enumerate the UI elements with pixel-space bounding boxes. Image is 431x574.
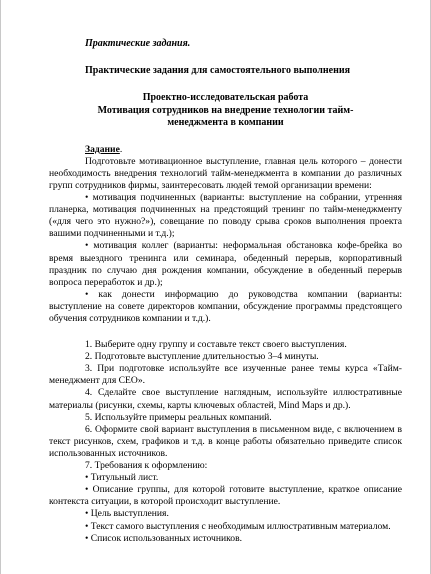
step-item: 5. Используйте примеры реальных компаний. [85,411,272,423]
requirement-item: • Описание группы, для которой готовите выступление, краткое описание контекста ситуации, в которой происходит выступление. [49,484,402,508]
project-heading [49,92,402,130]
step-item: 4. Сделайте свое выступление наглядным, используйте иллюстративные материалы (рисунки, схемы, карты ключевых областей, Mind Maps и др.). [49,387,402,411]
step-item: 7. Требования к оформлению: [85,460,208,472]
document-content [49,38,402,545]
requirement-item: • Титульный лист. [85,472,159,484]
project-heading-line-3: менеджмента в компании [167,117,284,129]
bullet-item: • мотивация коллег (варианты: неформальная обстановка кофе-брейка во время выездного тренинга или семинара, обеденный перерыв, корпоративный праздник по случаю дня рождения компании, обсуждение в обеденный перерыв вопроса переработок и др.); [49,240,402,288]
task-label: Задание [85,143,120,155]
step-item: 6. Оформите свой вариант выступления в письменном виде, с включением в текст рисунков, схем, графиков и т.д. в конце работы обязательно приведите список использованных источников. [49,423,402,459]
task-label-line: Задание. [85,143,123,155]
task-intro: Подготовьте мотивационное выступление, главная цель которого – донести необходимость внедрения технологий тайм-менеджмента в компании до различных групп сотрудников фирмы, заинтересовать людей темой организации времени: [49,155,402,191]
project-heading-line-2: Мотивация сотрудников на внедрение технологии тайм- [97,104,354,116]
requirement-item: • Текст самого выступления с необходимым иллюстративным материалом. [85,520,391,532]
step-item: 2. Подготовьте выступление длительностью 3–4 минуты. [85,351,319,363]
bullet-item: • как донести информацию до руководства компании (варианты: выступление на совете директоров компании, обсуждение программы предстоящего обучения сотрудников компании и т.д.). [49,288,402,324]
step-item: 1. Выберите одну группу и составьте текст своего выступления. [85,339,347,351]
project-heading-line-1: Проектно-исследовательская работа [142,92,309,104]
step-item: 3. При подготовке используйте все изученные ранее темы курса «Тайм-менеджмент для CEO». [49,363,402,387]
requirement-item: • Список использованных источников. [85,532,242,544]
section-subtitle: Практические задания для самостоятельного выполнения [85,65,351,77]
bullet-item: • мотивация подчиненных (варианты: выступление на собрании, утренняя планерка, мотивация подчиненных на предстоящий тренинг по тайм-менеджменту («для чего это нужно?»), совещание по поводу срыва сроков выполнения проекта вашими подчиненными и т.д.); [49,192,402,240]
requirement-item: • Цель выступления. [85,508,169,520]
page-title: Практические задания. [85,38,191,49]
